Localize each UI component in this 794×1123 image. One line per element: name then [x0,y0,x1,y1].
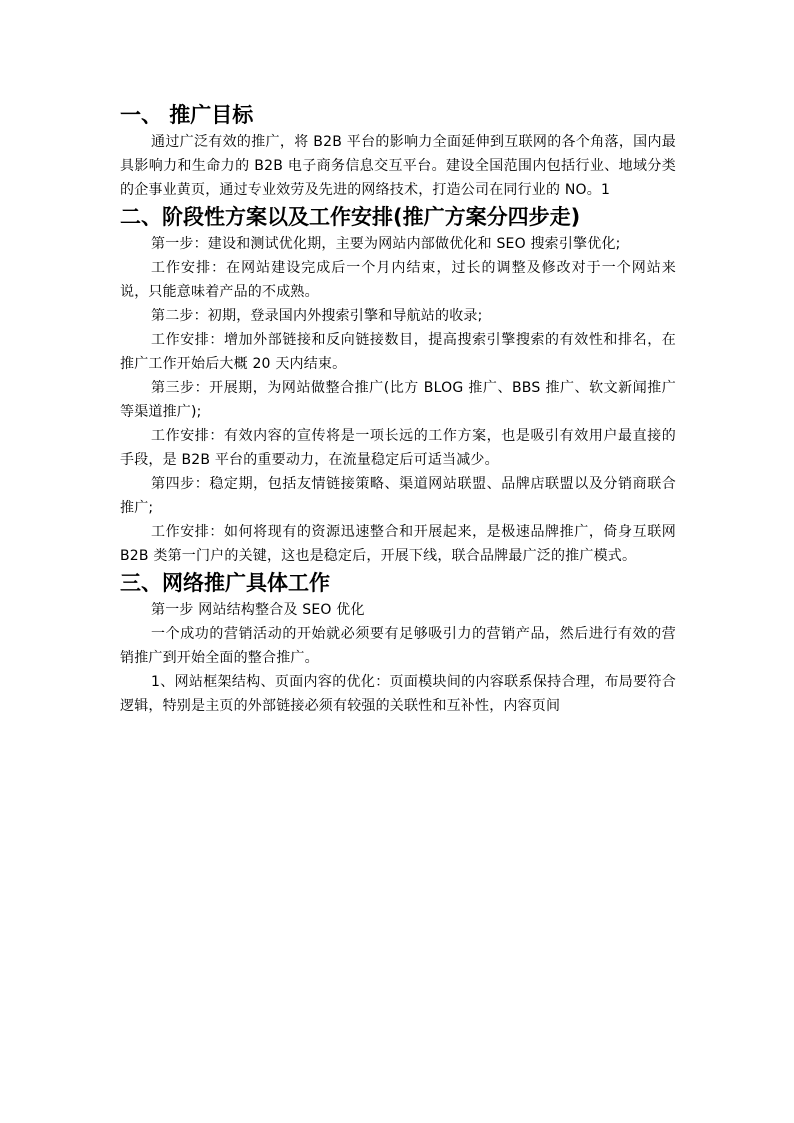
phase-step1-arrangement: 工作安排：在网站建设完成后一个月内结束，过长的调整及修改对于一个网站来说，只能意味着产品的不成熟。 [120,260,676,300]
phase-step4-arrangement: 工作安排：如何将现有的资源迅速整合和开展起来，是极速品牌推广，倚身互联网 B2B 类第一门户的关键，这也是稳定后，开展下线，联合品牌最广泛的推广模式。 [120,524,676,564]
section-heading-work: 三、网络推广具体工作 [120,571,330,595]
phase-step3-arrangement: 工作安排：有效内容的宣传将是一项长远的工作方案，也是吸引有效用户最直接的手段，是 B2B 平台的重要动力，在流量稳定后可适当减少。 [120,428,676,468]
work-item1-paragraph: 1、网站框架结构、页面内容的优化：页面模块间的内容联系保持合理，布局要符合逻辑，特别是主页的外部链接必须有较强的关联性和互补性，内容页间 [120,674,676,714]
section-heading-goal: 一、 推广目标 [120,103,254,127]
phase-step4: 第四步：稳定期，包括友情链接策略、渠道网站联盟、品牌店联盟以及分销商联合推广; [120,476,676,516]
phase-step3: 第三步：开展期，为网站做整合推广(比方 BLOG 推广、BBS 推广、软文新闻推广等渠道推广); [120,380,676,420]
work-step1-title: 第一步 网站结构整合及 SEO 优化 [151,602,365,618]
phase-step1: 第一步：建设和测试优化期，主要为网站内部做优化和 SEO 搜索引擎优化; [151,236,621,252]
work-intro-paragraph: 一个成功的营销活动的开始就必须要有足够吸引力的营销产品，然后进行有效的营销推广到开始全面的整合推广。 [120,626,676,666]
section-heading-phases: 二、阶段性方案以及工作安排(推广方案分四步走) [120,205,581,229]
goal-paragraph: 通过广泛有效的推广，将 B2B 平台的影响力全面延伸到互联网的各个角落，国内最具影响力和生命力的 B2B 电子商务信息交互平台。建设全国范围内包括行业、地域分类的企事业黄页，通过专业效劳及先进的网络技术，打造公司在同行业的 NO。1 [120,134,676,198]
phase-step2-arrangement: 工作安排：增加外部链接和反向链接数目，提高搜索引擎搜索的有效性和排名，在推广工作开始后大概 20 天内结束。 [120,332,676,372]
document-body [120,100,676,718]
phase-step2: 第二步：初期，登录国内外搜索引擎和导航站的收录; [151,308,483,324]
